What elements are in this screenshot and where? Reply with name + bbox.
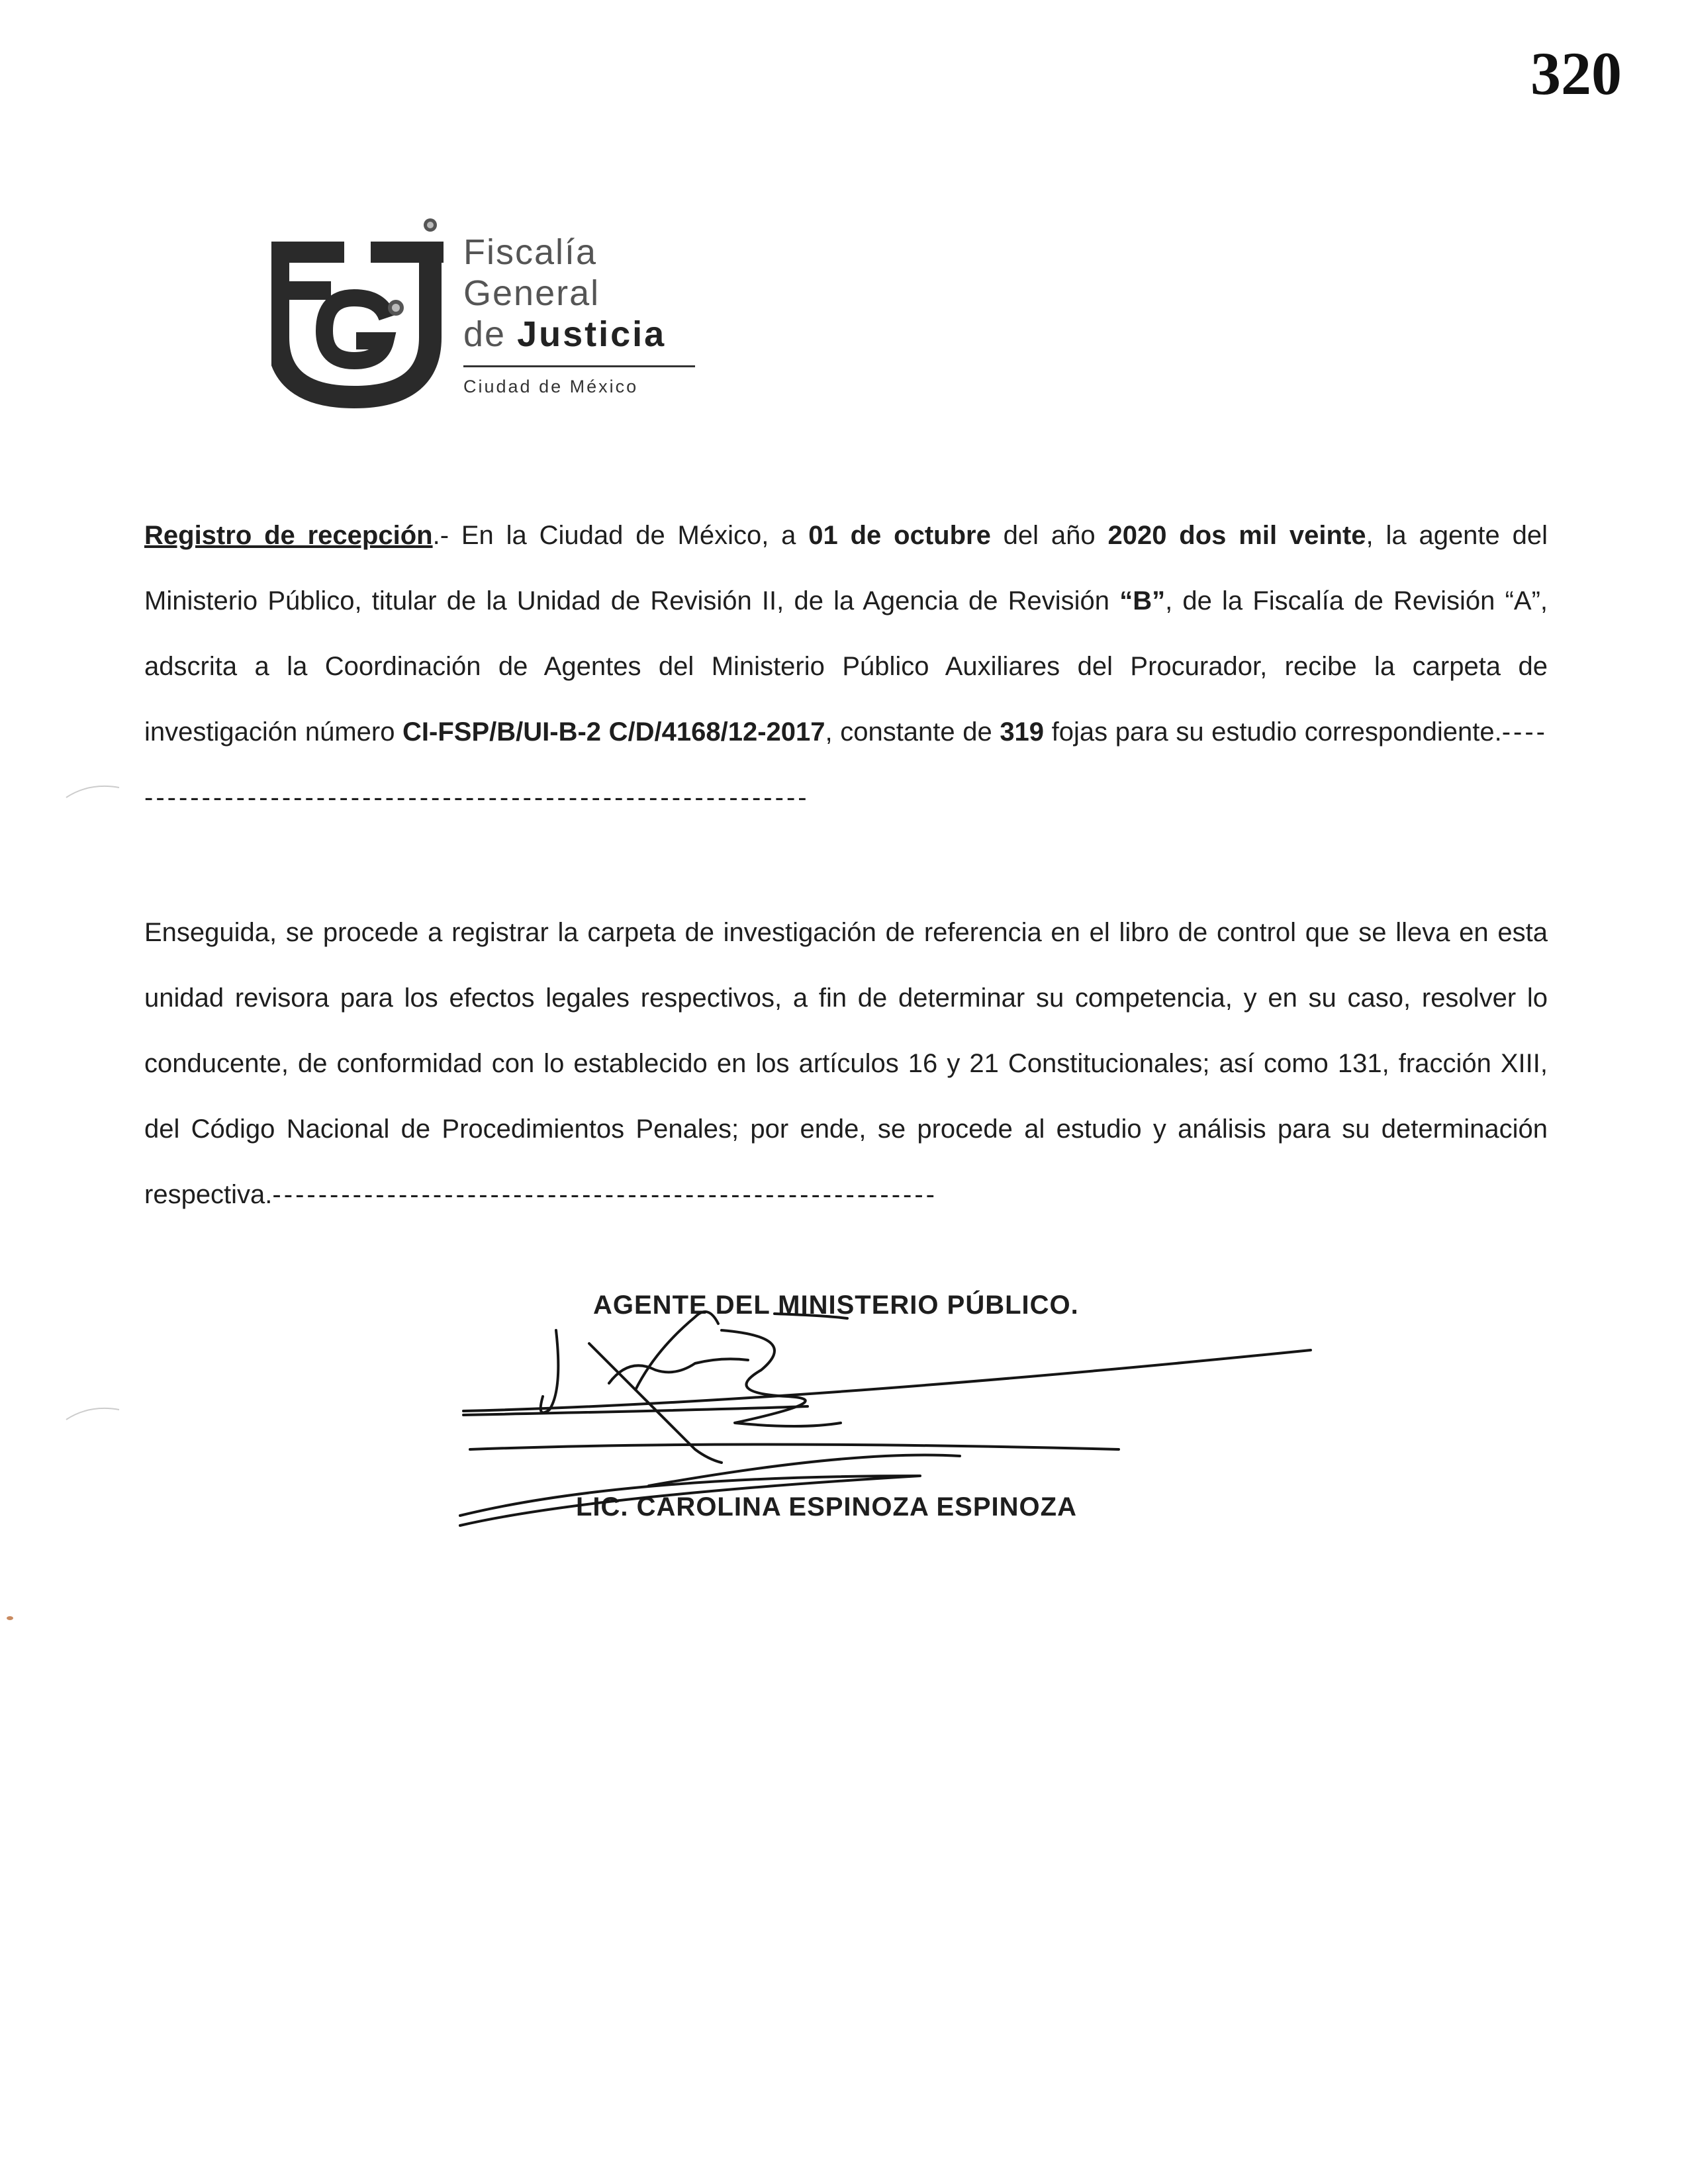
- date-day: 01 de octubre: [808, 521, 991, 550]
- reception-heading: Registro de recepción: [144, 521, 433, 550]
- scan-edge-mark: [63, 1403, 122, 1423]
- text-run: , constante de: [825, 717, 1000, 747]
- signer-name: LIC. CAROLINA ESPINOZA ESPINOZA: [576, 1492, 1077, 1522]
- text-run: , la agente del Ministerio Público, titular de la Unidad de Revisión II, de la Agencia de Revisión: [144, 521, 1548, 615]
- filler-dashes: --------------------------------------------------------------: [144, 717, 1548, 812]
- logo-divider: [463, 365, 695, 367]
- logo-subtitle: Ciudad de México: [463, 377, 639, 396]
- text-run: del año: [990, 521, 1108, 550]
- date-year: 2020 dos mil veinte: [1107, 521, 1366, 550]
- logo-line-prefix: de: [463, 314, 506, 354]
- page-number: 320: [1530, 40, 1622, 107]
- registration-text: Enseguida, se procede a registrar la carpeta de investigación de referencia en el libro de control que se lleva en esta unidad revisora para los efectos legales respectivos, a fin de determinar su competencia, y en su caso, resolver lo conducente, de conformidad con lo establecido en los artículos 16 y 21 Constitucionales; así como 131, fracción XIII, del Código Nacional de Procedimientos Penales; por ende, se procede al estudio y análisis para su determinación respectiva.: [144, 918, 1548, 1209]
- logo-line-strong: Justicia: [517, 314, 667, 354]
- reception-paragraph: [144, 503, 1548, 831]
- logo-line-justicia: [463, 314, 735, 355]
- institution-logo: [271, 218, 735, 417]
- page-count: 319: [1000, 717, 1045, 747]
- text-run: .- En la Ciudad de México, a: [432, 521, 809, 550]
- fgj-emblem-icon: [271, 218, 450, 410]
- signer-title: AGENTE DEL MINISTERIO PÚBLICO.: [593, 1291, 1079, 1320]
- handwritten-signature: [457, 1277, 1331, 1555]
- registration-paragraph: [144, 900, 1548, 1228]
- signature-block: [457, 1277, 1331, 1555]
- logo-line-fiscalia: Fiscalía: [463, 232, 598, 272]
- text-run: , de la Fiscalía de Revisión “A”, adscrita a la Coordinación de Agentes del Ministerio Público Auxiliares del Procurador, recibe la carpeta de investigación número: [144, 586, 1548, 747]
- filler-dashes: ----------------------------------------------------------: [272, 1180, 937, 1209]
- case-number: CI-FSP/B/UI-B-2 C/D/4168/12-2017: [402, 717, 825, 747]
- scan-edge-mark: [63, 781, 122, 801]
- text-run: fojas para su estudio correspondiente.: [1044, 717, 1502, 747]
- scan-speck: [5, 1615, 15, 1621]
- logo-line-general: General: [463, 273, 600, 313]
- agency-letter: “B”: [1119, 586, 1166, 615]
